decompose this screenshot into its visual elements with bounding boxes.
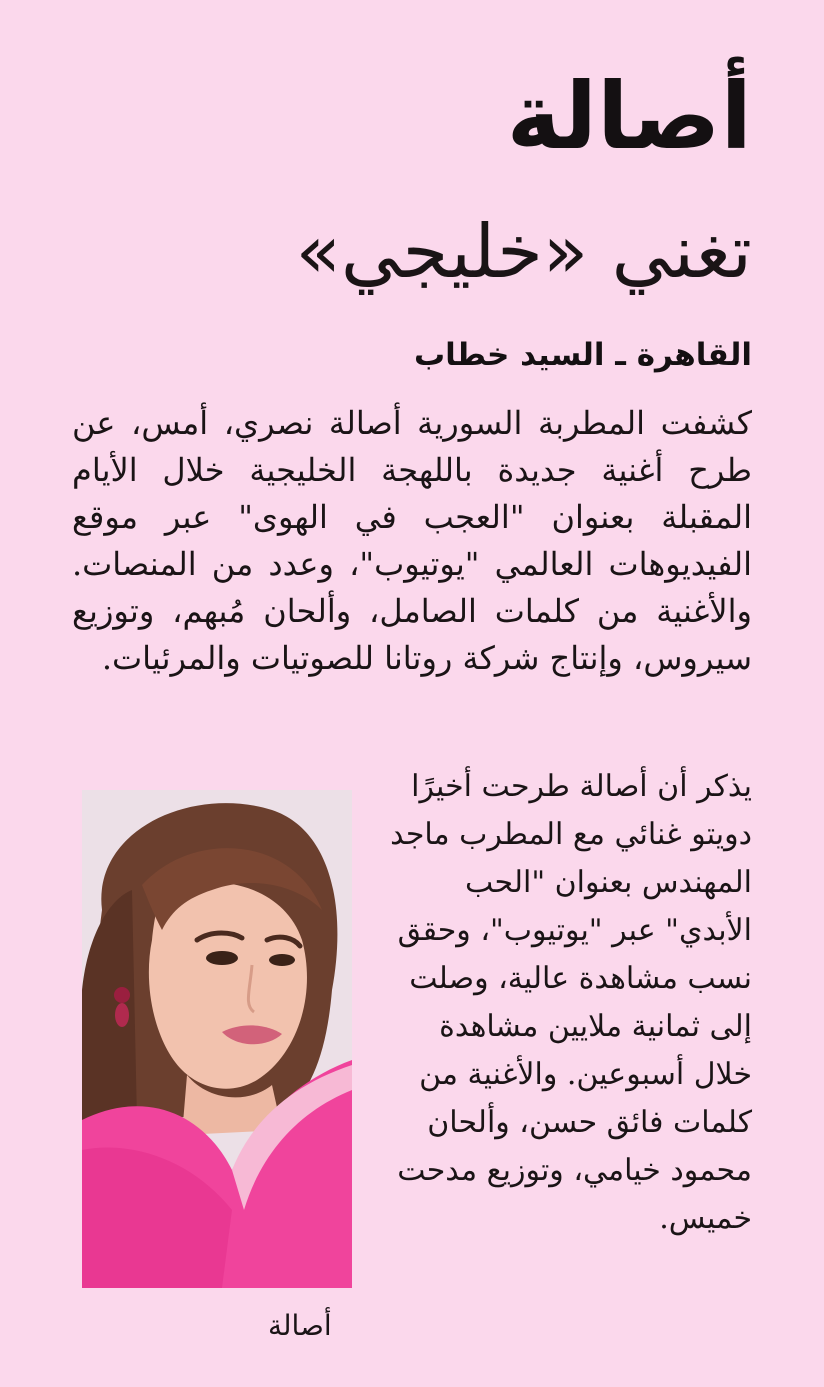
cropped-previous-text — [40, 0, 784, 8]
article-subhead: تغني «خليجي» — [295, 209, 752, 295]
photo-caption: أصالة — [268, 1309, 332, 1342]
portrait-illustration — [82, 790, 352, 1288]
article-byline: القاهرة ـ السيد خطاب — [414, 337, 752, 373]
article-headline: أصالة — [506, 63, 752, 170]
article-body-column: يذكر أن أصالة طرحت أخيرًا دويتو غنائي مع المطرب ماجد المهندس بعنوان "الحب الأبدي" عبر "يوتيوب"، وحقق نسب مشاهدة عالية، وصلت إلى ثمانية ملايين مشاهدة خلال أسبوعين. والأغنية من كلمات فائق حسن، وألحان محمود خيامي، وتوزيع مدحت خميس. — [390, 769, 752, 1236]
article-lead-paragraph: كشفت المطربة السورية أصالة نصري، أمس، عن طرح أغنية جديدة باللهجة الخليجية خلال الأيام المقبلة بعنوان "العجب في الهوى" عبر موقع الفيديوهات العالمي "يوتيوب"، وعدد من المنصات. والأغنية من كلمات الصامل، وألحان مُبهم، وتوزيع سيروس، وإنتاج شركة روتانا للصوتيات والمرئيات. — [72, 404, 752, 677]
article-photo — [82, 790, 352, 1288]
